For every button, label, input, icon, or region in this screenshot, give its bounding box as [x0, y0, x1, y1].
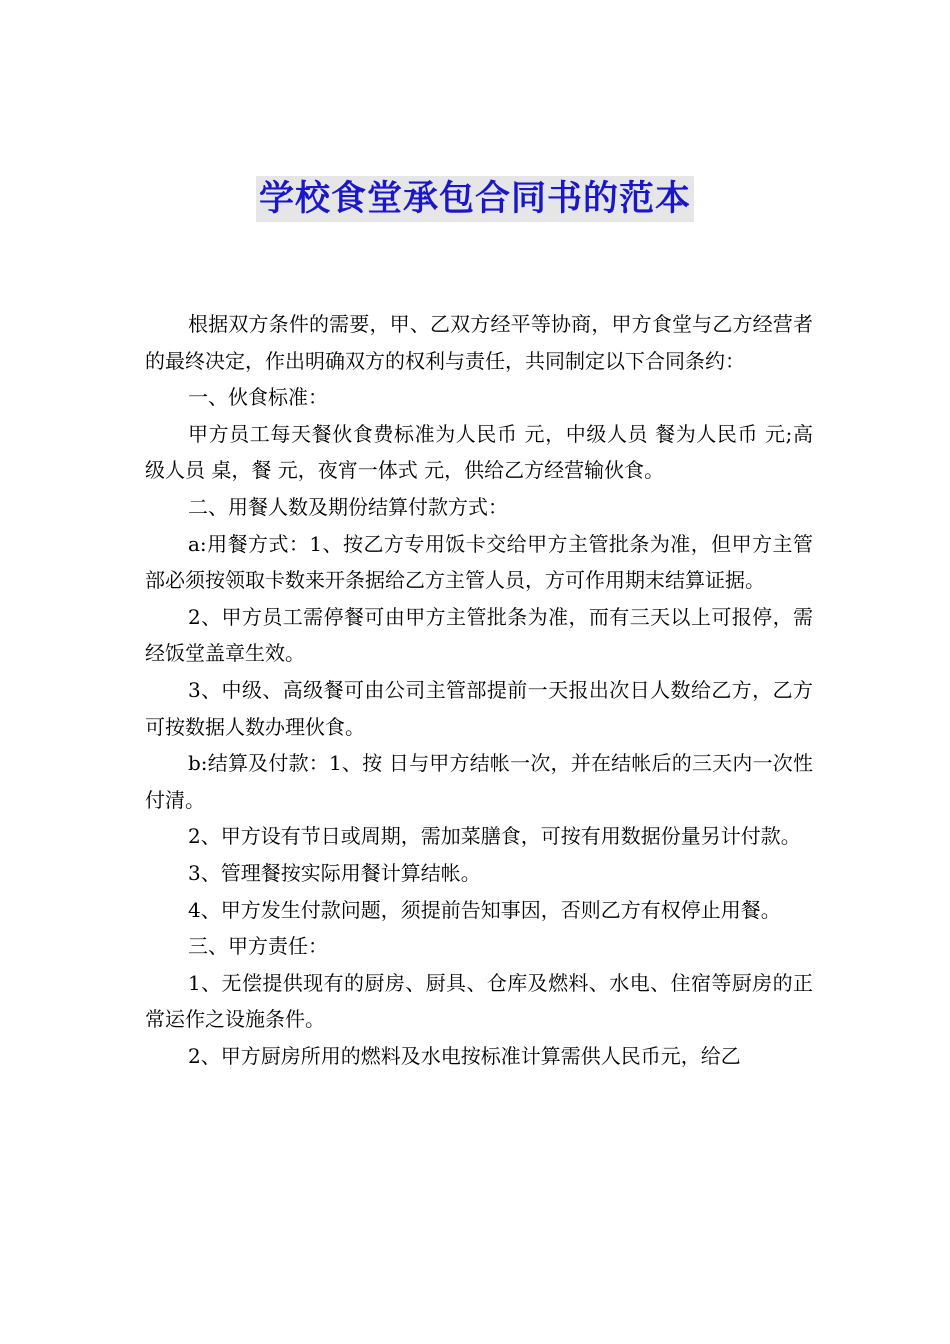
paragraph: a:用餐方式：1、按乙方专用饭卡交给甲方主管批条为准，但甲方主管部必须按领取卡数来开条据给乙方主管人员，方可作用期末结算证据。 — [145, 531, 813, 593]
paragraph: 1、无偿提供现有的厨房、厨具、仓库及燃料、水电、住宿等厨房的正常运作之设施条件。 — [145, 970, 813, 1032]
paragraph: 3、中级、高级餐可由公司主管部提前一天报出次日人数给乙方，乙方可按数据人数办理伙食。 — [145, 677, 813, 739]
paragraph: 2、甲方设有节日或周期，需加菜膳食，可按有用数据份量另计付款。 — [188, 824, 801, 849]
section-heading: 一、伙食标准： — [188, 385, 328, 410]
document-body — [145, 306, 813, 1074]
document-title: 学校食堂承包合同书的范本 — [256, 176, 694, 222]
paragraph: 根据双方条件的需要，甲、乙双方经平等协商，甲方食堂与乙方经营者的最终决定，作出明确双方的权利与责任，共同制定以下合同条约： — [145, 312, 813, 373]
section-heading: 二、用餐人数及期份结算付款方式： — [188, 494, 508, 519]
paragraph: b:结算及付款：1、按 日与甲方结帐一次，并在结帐后的三天内一次性付清。 — [145, 751, 813, 812]
paragraph: 2、甲方员工需停餐可由甲方主管批条为准，而有三天以上可报停，需经饭堂盖章生效。 — [145, 604, 813, 666]
section-heading: 三、甲方责任： — [188, 934, 328, 959]
paragraph: 甲方员工每天餐伙食费标准为人民币 元，中级人员 餐为人民币 元;高级人员 桌，餐 元，夜宵一体式 元，供给乙方经营输伙食。 — [145, 421, 813, 483]
title-container — [0, 176, 950, 222]
paragraph: 2、甲方厨房所用的燃料及水电按标准计算需供人民币元，给乙 — [188, 1043, 741, 1068]
paragraph: 3、管理餐按实际用餐计算结帐。 — [188, 860, 481, 885]
paragraph: 4、甲方发生付款问题，须提前告知事因，否则乙方有权停止用餐。 — [188, 897, 781, 922]
